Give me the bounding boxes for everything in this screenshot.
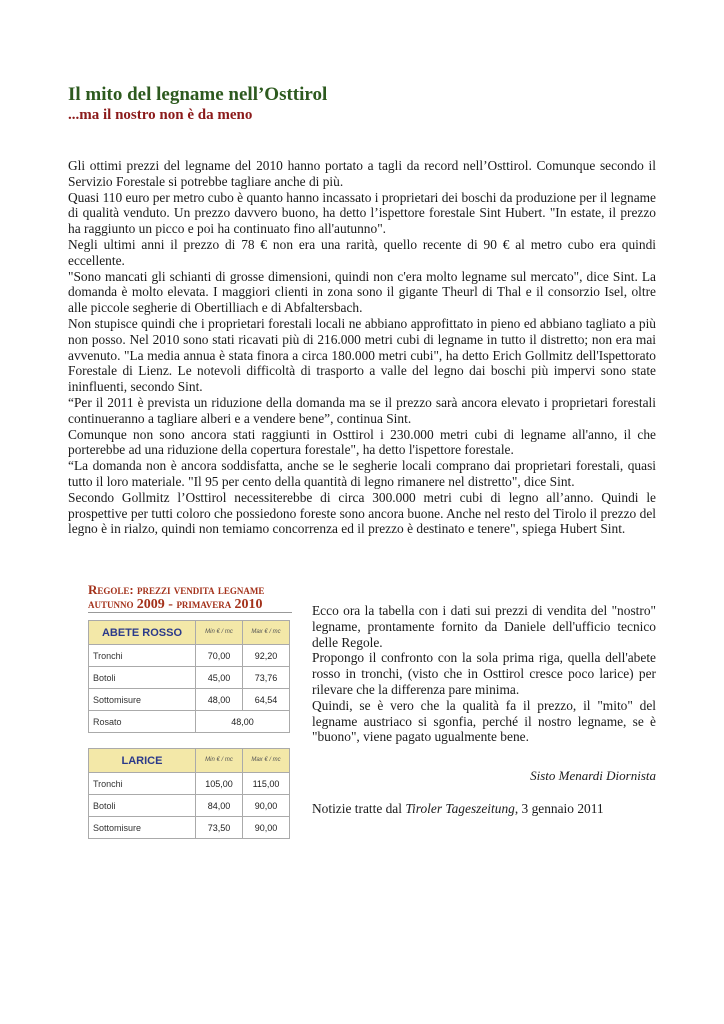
author-signature: Sisto Menardi Diornista [530, 768, 656, 783]
regole-heading-line2 [88, 597, 292, 612]
side-commentary [312, 603, 656, 745]
paragraph: Non stupisce quindi che i proprietari forestali locali ne abbiano approfittato in pieno ed abbiano tagliato a più non posso. Nel 2010 sono stati ricavati più di 216.000 metri cubi di legname in tutto il distretto; non era mai avvenuto. "La media annua è stata finora a circa 180.000 metri cubi", ha detto Erich Gollmitz dell'Ispettorato Forestale di Lienz. Le notevoli difficoltà di trasporto a valle del legno dai boschi più impervi sono state ininfluenti, secondo Sint. [68, 315, 656, 395]
table-title: LARICE [89, 749, 196, 773]
heading-part: primavera [176, 596, 235, 611]
table-header-row [89, 621, 290, 645]
max-value: 64,54 [243, 689, 290, 711]
row-label: Tronchi [89, 773, 196, 795]
source-prefix: Notizie tratte dal [312, 801, 406, 816]
paragraph: Secondo Gollmitz l’Osttirol necessiterebbe di circa 300.000 metri cubi di legno all’anno. Quindi le prospettive per tutti coloro che possiedono foreste sono ancora buone. Anche nel resto del Tirolo il prezzo del legno è in rialzo, quindi non temiamo concorrenza ed il prezzo è destinato e tenere", spiega Hubert Sint. [68, 489, 656, 537]
paragraph: Gli ottimi prezzi del legname del 2010 hanno portato a tagli da record nell’Osttirol. Comunque secondo il Servizio Forestale si potrebbe tagliare anche di più. [68, 158, 656, 189]
max-value: 115,00 [243, 773, 290, 795]
divider [88, 612, 292, 613]
paragraph: Comunque non sono ancora stati raggiunti in Osttirol i 230.000 metri cubi di legname all'anno, il che porterebbe ad una riduzione della copertura forestale", ha detto l'ispettore forestale. [68, 426, 656, 458]
source-paper: Tiroler Tageszeitung [405, 801, 515, 816]
heading-part: autunno [88, 596, 137, 611]
paragraph: Ecco ora la tabella con i dati sui prezzi di vendita del "nostro" legname, prontamente fornito da Daniele dell'ufficio tecnico delle Regole. [312, 603, 656, 650]
paragraph: “La domanda non è ancora soddisfatta, anche se le segherie locali comprano dai proprietari forestali, quasi tutto il loro materiale. "Il 95 per cento della quantità di legno rimanere nel distretto", dice Sint. [68, 458, 656, 489]
table-header-row [89, 749, 290, 773]
min-value: 105,00 [196, 773, 243, 795]
article-body [68, 158, 656, 537]
combined-value: 48,00 [196, 711, 290, 733]
row-label: Sottomisure [89, 817, 196, 839]
price-table-larice [88, 748, 290, 839]
max-value: 73,76 [243, 667, 290, 689]
max-value: 90,00 [243, 817, 290, 839]
paragraph: Propongo il confronto con la sola prima riga, quella dell'abete rosso in tronchi, (visto che in Osttirol cresce poco larice) per rilevare che la differenza pare minima. [312, 650, 656, 697]
max-header: Max € / mc [243, 621, 290, 645]
min-value: 70,00 [196, 645, 243, 667]
heading-part: 2009 - [136, 597, 177, 612]
max-header: Max € / mc [243, 749, 290, 773]
paragraph: "Sono mancati gli schianti di grosse dimensioni, quindi non c'era molto legname sul mercato", dice Sint. La domanda è molto elevata. I maggiori clienti in zona sono il gigante Theurl di Thal e il consorzio Isel, oltre alle piccole segherie di Obertilliach e di Abfaltersbach. [68, 268, 656, 316]
max-value: 90,00 [243, 795, 290, 817]
paragraph: “Per il 2011 è prevista un riduzione della domanda ma se il prezzo sarà ancora elevato i proprietari forestali continueranno a tagliare alberi e a vendere bene”, continua Sint. [68, 394, 656, 426]
row-label: Rosato [89, 711, 196, 733]
article-header [68, 84, 658, 124]
table-row [89, 817, 290, 839]
min-header: Min € / mc [196, 749, 243, 773]
max-value: 92,20 [243, 645, 290, 667]
table-row [89, 795, 290, 817]
table-row [89, 667, 290, 689]
min-header: Min € / mc [196, 621, 243, 645]
row-label: Botoli [89, 667, 196, 689]
min-value: 48,00 [196, 689, 243, 711]
min-value: 73,50 [196, 817, 243, 839]
table-row [89, 711, 290, 733]
row-label: Botoli [89, 795, 196, 817]
min-value: 45,00 [196, 667, 243, 689]
source-date: , 3 gennaio 2011 [514, 801, 604, 816]
page-title: Il mito del legname nell’Osttirol [68, 84, 328, 105]
min-value: 84,00 [196, 795, 243, 817]
paragraph: Quasi 110 euro per metro cubo è quanto hanno incassato i proprietari dei boschi da produzione per il legname di qualità venduto. Un prezzo davvero buono, ha detto l’ispettore forestale Sint Hubert. "In estate, il prezzo ha raggiunto un picco e poi ha continuato fino all'autunno". [68, 189, 656, 237]
regole-heading-line1: Regole: prezzi vendita legname [88, 582, 265, 597]
heading-part: 2010 [234, 597, 263, 612]
table-row [89, 645, 290, 667]
page-subtitle: ...ma il nostro non è da meno [68, 107, 253, 123]
source-note [312, 801, 656, 817]
paragraph: Negli ultimi anni il prezzo di 78 € non era una rarità, quello recente di 90 € al metro cubo era quindi eccellente. [68, 236, 656, 268]
regole-heading [88, 583, 292, 612]
table-row [89, 773, 290, 795]
table-row [89, 689, 290, 711]
row-label: Sottomisure [89, 689, 196, 711]
row-label: Tronchi [89, 645, 196, 667]
paragraph: Quindi, se è vero che la qualità fa il prezzo, il "mito" del legname austriaco si sgonfia, perché il nostro legname, se è "buono", viene pagato ugualmente bene. [312, 697, 656, 745]
table-title: ABETE ROSSO [89, 621, 196, 645]
price-table-abete [88, 620, 290, 733]
